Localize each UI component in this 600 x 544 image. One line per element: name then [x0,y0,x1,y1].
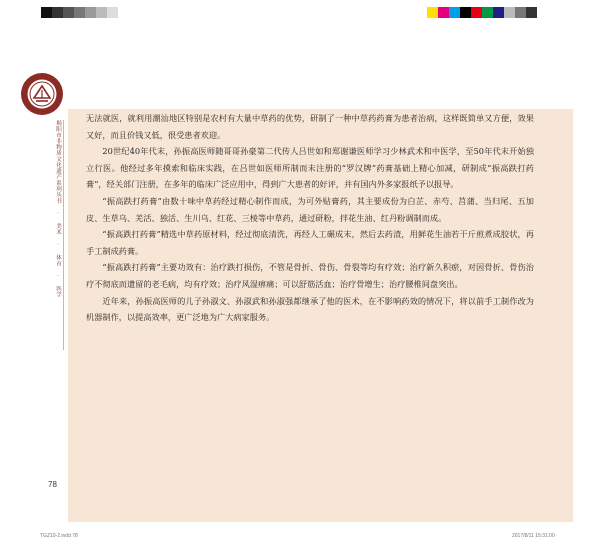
registration-swatch [460,7,471,18]
paragraph: 20世纪40年代末，孙振高医师随哥哥孙豪第二代传人吕世如和郑谢谦医师学习少林武术和中医学，至50年代末开始独立行医。他经过多年摸索和临床实践，在吕世如医师所制而未注册的“罗汉牌”药膏基础上精心加减，研制成“振高跌打药膏”，经关部门注册，在多年的临床广泛应用中，得到广大患者的好评，并有国内外多家报纸予以报导。 [86,146,534,190]
file-slug: TGZ10-2.indd 78 [40,533,78,539]
paragraph: 无法就医，就利用潮汕地区特别是农村有大量中草药的优势，研制了一种中草药药膏为患者治病，这样既简单又方便，效果又好，而且价钱又低，很受患者欢迎。 [86,113,534,140]
registration-swatch [63,7,74,18]
date-slug: 2017/8/11 15:31:00 [512,533,555,539]
paragraph: “振高跌打药膏”由数十味中草药经过精心制作而成，为可外贴膏药，其主要成份为白芷、赤芍、莒蒲、当归尾、五加皮、生草乌、羌活、独活、生川乌、红花、三棱等中草药，通过研粉，拌花生油、红丹粉调制而成。 [86,195,534,223]
registration-swatch [427,7,438,18]
registration-swatch [449,7,460,18]
emblem-icon [19,71,65,117]
registration-swatch [504,7,515,18]
registration-swatch [471,7,482,18]
paragraph: “振高跌打药膏”精选中草药原材料，经过彻底清洗，再经人工碾成末，然后去药渣，用鲜花生油若干斤煎煮成胶状，再手工制成药膏。 [86,229,534,256]
series-title: 揭阳市非物质文化遗产系列丛书 · 美术 · 体育 · 医学 [55,120,61,298]
registration-swatch [96,7,107,18]
paragraph: “振高跌打药膏”主要功效有：治疗跌打损伤，不管是骨折、骨伤、骨裂等均有疗效；治疗新久积瘀，对因骨折、骨伤治疗不彻底而遗留的老毛病，均有疗效；治疗风湿痹痛；可以舒筋活血；治疗骨增生；治疗腰椎间盘突出。 [86,262,534,289]
registration-swatch [482,7,493,18]
registration-swatch [118,7,129,18]
article-body [86,110,534,326]
registration-bar-gray [41,7,129,18]
page-number: 78 [48,480,57,489]
registration-swatch [85,7,96,18]
registration-swatch [107,7,118,18]
registration-swatch [438,7,449,18]
registration-bar-color [427,7,537,18]
registration-swatch [515,7,526,18]
paragraph: 近年来，孙振高医师的儿子孙淑文、孙淑武和孙淑强都继承了他的医术，在不影响药效的情况下，将以前手工制作改为机器制作，以提高效率，更广泛地为广大病家服务。 [86,295,534,323]
registration-swatch [41,7,52,18]
sidebar-divider [63,120,64,350]
registration-swatch [74,7,85,18]
registration-swatch [493,7,504,18]
registration-swatch [52,7,63,18]
registration-swatch [526,7,537,18]
